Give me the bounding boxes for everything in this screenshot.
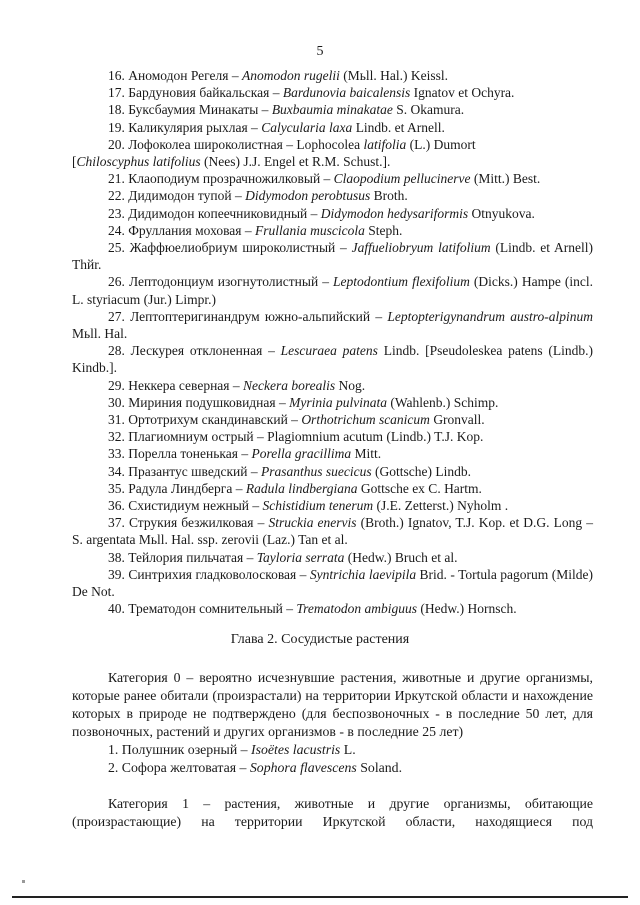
- page-bottom-edge: [12, 896, 628, 898]
- list-item: 22. Дидимодон тупой – Didymodon perobtusus Broth.: [108, 188, 408, 204]
- vascular-species-item: 1. Полушник озерный – Isoëtes lacustris L.: [108, 742, 356, 757]
- list-item: 37. Струкия безжилковая – Struckia enervis (Broth.) Ignatov, T.J. Kop. et D.G. Long – S. argentata Мьll. Hal. ssp. zerovii (Laz.) Tan et al.: [72, 515, 593, 548]
- list-item: 34. Празантус шведский – Prasanthus suecicus (Gottsche) Lindb.: [108, 463, 471, 479]
- list-item: 39. Синтрихия гладковолосковая – Syntrichia laevipila Brid. - Tortula pagorum (Milde) De Not.: [72, 566, 593, 600]
- category-1-paragraph: Категория 1 – растения, животные и другие организмы, обитающие (произрастающие) на территории Иркутской области, находящиеся под: [72, 796, 593, 829]
- list-item: 21. Клаоподиум прозрачножилковый – Claopodium pellucinerve (Mitt.) Best.: [108, 171, 541, 187]
- list-item: 24. Фруллания моховая – Frullania muscicola Steph.: [108, 222, 403, 238]
- page-number: 5: [316, 44, 324, 59]
- list-item-continuation: [Chiloscyphus latifolius (Nees) J.J. Engel et R.M. Schust.].: [72, 154, 391, 170]
- list-item: 38. Тейлория пильчатая – Tayloria serrata (Hedw.) Bruch et al.: [108, 549, 458, 565]
- vascular-species-item: 2. Софора желтоватая – Sophora flavescens Soland.: [108, 760, 403, 775]
- list-item: 28. Лескурея отклоненная – Lescuraea patens Lindb. [Pseudoleskea patens (Lindb.) Kindb.].: [72, 343, 594, 376]
- list-item: 20. Лофоколеа широколистная – Lophocolea latifolia (L.) Dumort: [108, 136, 476, 152]
- list-item: 32. Плагиомниум острый – Plagiomnium acutum (Lindb.) T.J. Kop.: [108, 429, 484, 445]
- scan-speck: [22, 880, 25, 883]
- list-item: 36. Схистидиум нежный – Schistidium tenerum (J.E. Zetterst.) Nyholm .: [108, 498, 509, 514]
- list-item: 25. Жаффюелиобриум широколистный – Jaffueliobryum latifolium (Lindb. et Arnell) Thйr.: [72, 240, 594, 273]
- list-item: 16. Аномодон Регеля – Anomodon rugelii (Мьll. Hal.) Keissl.: [108, 68, 448, 83]
- moss-species-list: [72, 67, 593, 618]
- list-item: 27. Лептоптеригинандрум южно-альпийский – Leptopterigynandrum austro-alpinum Мьll. Hal.: [72, 308, 594, 342]
- list-item: 26. Лептодонциум изогнутолистный – Leptodontium flexifolium (Dicks.) Hampe (incl. L. styriacum (Jur.) Limpr.): [72, 274, 593, 307]
- list-item: 30. Мириния подушковидная – Myrinia pulvinata (Wahlenb.) Schimp.: [108, 394, 499, 410]
- list-item: 17. Бардуновия байкальская – Bardunovia baicalensis Ignatov et Ochyra.: [108, 85, 515, 101]
- category-0-paragraph: Категория 0 – вероятно исчезнувшие растения, животные и другие организмы, которые ранее обитали (произрастали) на территории Иркутской области и нахождение которых в природе не подтверждено (для беспозвоночных - в последние 50 лет, для позвоночных, растений и других организмов - в последние 25 лет): [72, 670, 593, 739]
- list-item: 35. Радула Линдберга – Radula lindbergiana Gottsche ex C. Hartm.: [108, 480, 482, 496]
- chapter-body: [72, 669, 593, 831]
- list-item: 19. Каликулярия рыхлая – Calycularia laxa Lindb. et Arnell.: [108, 119, 445, 135]
- list-item: 31. Ортотрихум скандинавский – Orthotrichum scanicum Gronvall.: [108, 412, 485, 428]
- list-item: 33. Порелла тоненькая – Porella gracillima Mitt.: [108, 446, 382, 462]
- list-item: 23. Дидимодон копеечниковидный – Didymodon hedysariformis Otnyukova.: [108, 205, 535, 221]
- list-item: 40. Трематодон сомнительный – Trematodon ambiguus (Hedw.) Hornsch.: [108, 601, 517, 617]
- list-item: 18. Буксбаумия Минакаты – Buxbaumia minakatae S. Okamura.: [108, 102, 465, 118]
- list-item: 29. Неккера северная – Neckera borealis Nog.: [108, 377, 366, 393]
- chapter-heading: Глава 2. Сосудистые растения: [230, 632, 410, 647]
